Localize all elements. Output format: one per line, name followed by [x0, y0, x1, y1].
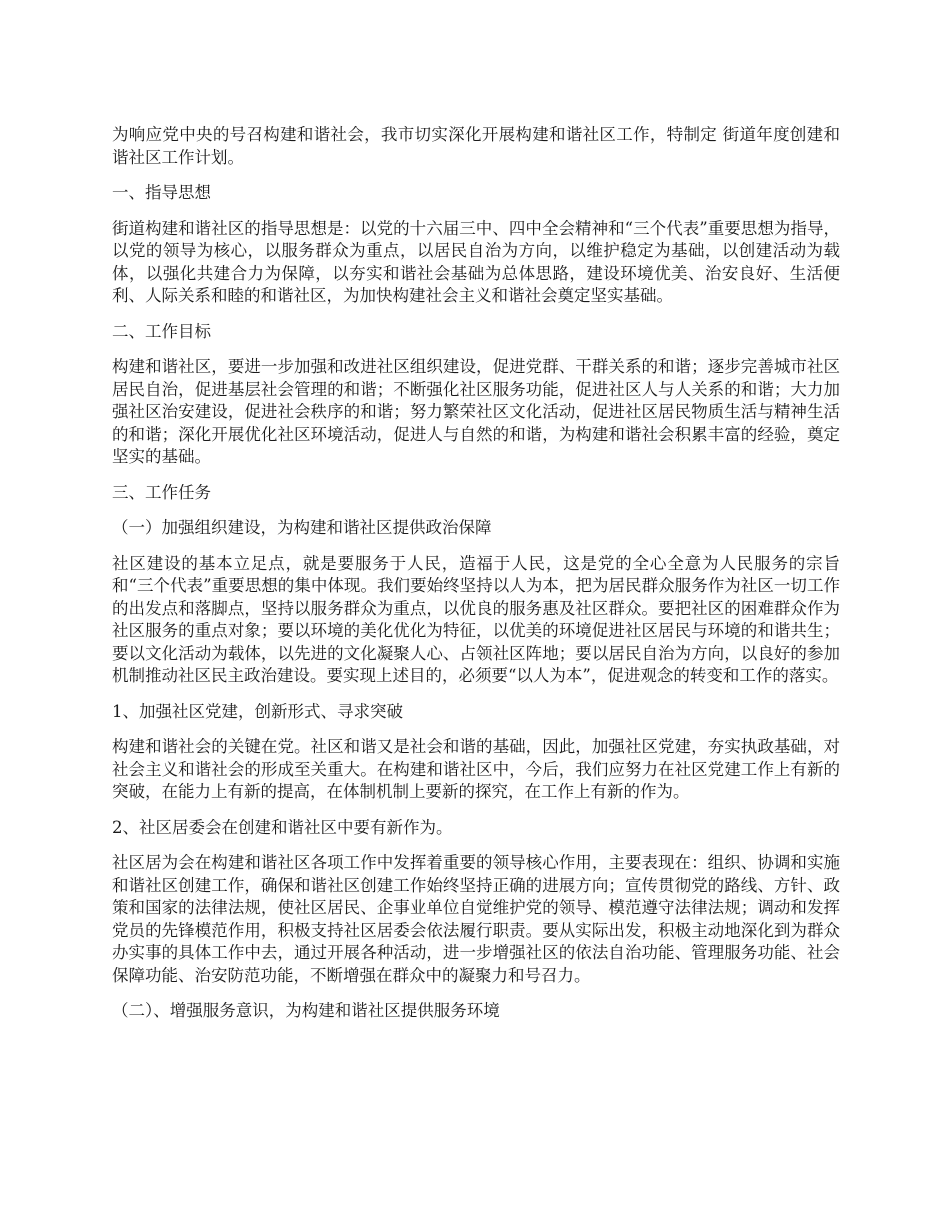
work-goals-paragraph: 构建和谐社区，要进一步加强和改进社区组织建设，促进党群、干群关系的和谐；逐步完善城市社区居民自治，促进基层社会管理的和谐；不断强化社区服务功能，促进社区人与人关系的和谐；大力加强社区治安建设，促进社会秩序的和谐；努力繁荣社区文化活动，促进社区居民物质生活与精神生活的和谐；深化开展优化社区环境活动，促进人与自然的和谐，为构建和谐社会积累丰富的经验，奠定坚实的基础。	[112, 357, 840, 466]
intro-paragraph: 为响应党中央的号召构建和谐社会，我市切实深化开展构建和谐社区工作，特制定 街道年度创建和谐社区工作计划。	[112, 125, 840, 167]
residents-committee-paragraph: 社区居为会在构建和谐社区各项工作中发挥着重要的领导核心作用，主要表现在：组织、协调和实施和谐社区创建工作，确保和谐社区创建工作始终坚持正确的进展方向；宣传贯彻党的路线、方针、政策和国家的法律法规，使社区居民、企事业单位自觉维护党的领导、模范遵守法律法规；调动和发挥党员的先锋模范作用，积极支持社区居委会依法履行职责。要从实际出发，积极主动地深化到为群众办实事的具体工作中去，通过开展各种活动，进一步增强社区的依法自治功能、管理服务功能、社会保障功能、治安防范功能，不断增强在群众中的凝聚力和号召力。	[112, 853, 840, 985]
section-heading-guiding-ideology: 一、指导思想	[112, 183, 211, 202]
section-heading-work-tasks: 三、工作任务	[112, 482, 211, 502]
organization-paragraph: 社区建设的基本立足点，就是要服务于人民，造福于人民，这是党的全心全意为人民服务的宗旨和“三个代表”重要思想的集中体现。我们要始终坚持以人为本，把为居民群众服务作为社区一切工作的出发点和落脚点，坚持以服务群众为重点，以优良的服务惠及社区群众。要把社区的困难群众作为社区服务的重点对象；要以环境的美化优化为特征，以优美的环境促进社区居民与环境的和谐共生；要以文化活动为载体，以先进的文化凝聚人心、占领社区阵地；要以居民自治为方向，以良好的参加机制推动社区民主政治建设。要实现上述目的，必须要“以人为本”，促进观念的转变和工作的落实。	[112, 553, 840, 685]
guiding-ideology-paragraph: 街道构建和谐社区的指导思想是：以党的十六届三中、四中全会精神和“三个代表”重要思想为指导，以党的领导为核心，以服务群众为重点，以居民自治为方向，以维护稳定为基础，以创建活动为载体，以强化共建合力为保障，以夯实和谐社会基础为总体思路，建设环境优美、治安良好、生活便利、人际关系和睦的和谐社区，为加快构建社会主义和谐社会奠定坚实基础。	[112, 218, 840, 305]
item-heading-residents-committee: 2、社区居委会在创建和谐社区中要有新作为。	[112, 817, 453, 837]
subsection-heading-service: （二）、增强服务意识，为构建和谐社区提供服务环境	[112, 1001, 500, 1020]
subsection-heading-organization: （一）加强组织建设，为构建和谐社区提供政治保障	[112, 518, 492, 537]
section-heading-work-goals: 二、工作目标	[112, 321, 211, 341]
party-building-paragraph: 构建和谐社会的关键在党。社区和谐又是社会和谐的基础，因此，加强社区党建，夯实执政基础，对社会主义和谐社会的形成至关重大。在构建和谐社区中，今后，我们应努力在社区党建工作上有新的突破，在能力上有新的提高，在体制机制上要新的探究，在工作上有新的作为。	[112, 737, 840, 801]
document-page	[112, 124, 840, 1036]
item-heading-party-building: 1、加强社区党建，创新形式、寻求突破	[112, 701, 403, 721]
